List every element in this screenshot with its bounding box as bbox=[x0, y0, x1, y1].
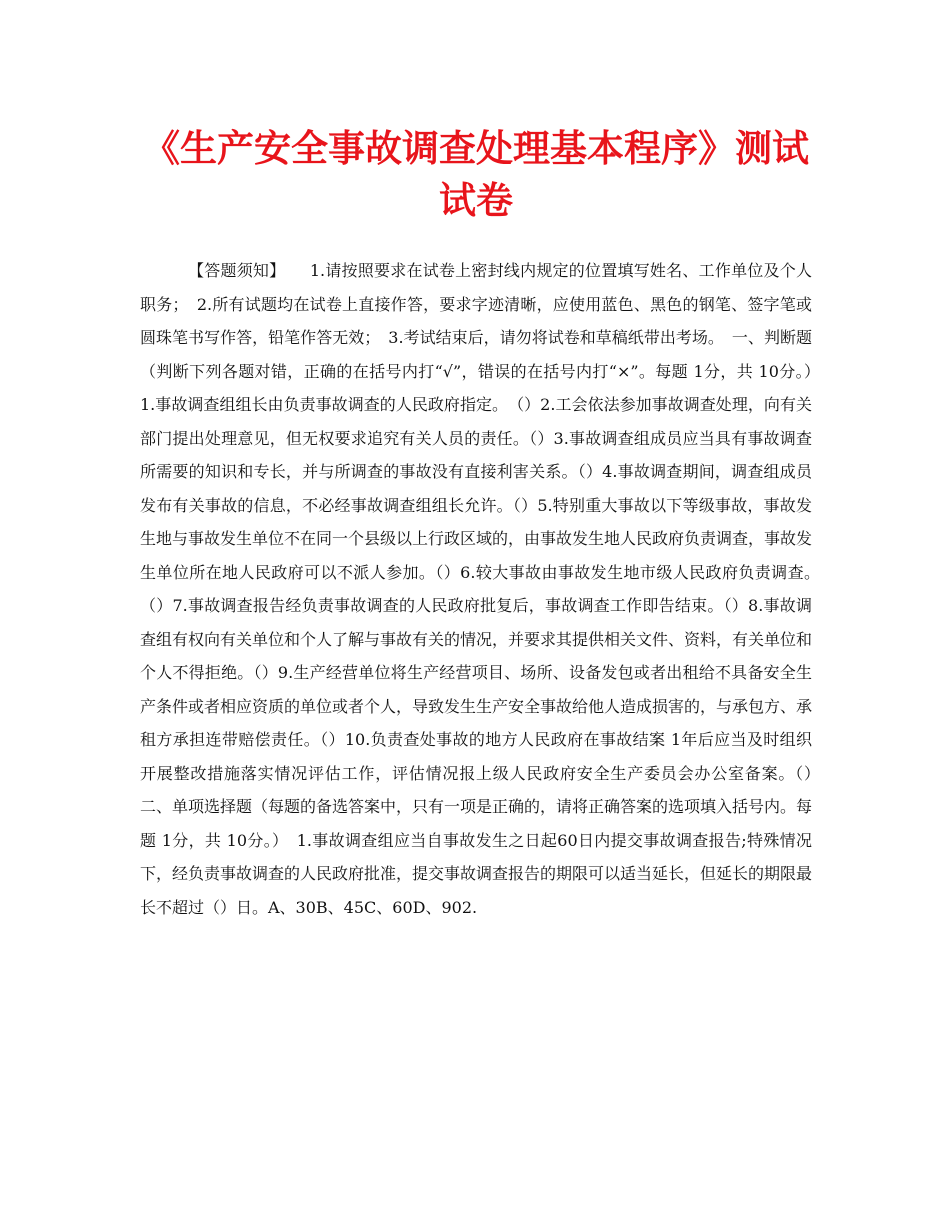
document-title: 《生产安全事故调查处理基本程序》测试试卷 bbox=[143, 126, 809, 222]
document-body: 【答题须知】 1.请按照要求在试卷上密封线内规定的位置填写姓名、工作单位及个人职务； 2.所有试题均在试卷上直接作答，要求字迹清晰，应使用蓝色、黑色的钢笔、签字笔或圆珠笔书写作答，铅笔作答无效； 3.考试结束后，请勿将试卷和草稿纸带出考场。 一、判断题（判断下列各题对错，正确的在括号内打“√”，错误的在括号内打“×”。每题 1分，共 10分。） 1.事故调查组组长由负责事故调查的人民政府指定。 （）2.工会依法参加事故调查处理，向有关部门提出处理意见，但无权要求追究有关人员的责任。（）3.事故调查组成员应当具有事故调查所需要的知识和专长，并与所调查的事故没有直接利害关系。（）4.事故调查期间，调查组成员发布有关事故的信息，不必经事故调查组组长允许。（）5.特别重大事故以下等级事故，事故发生地与事故发生单位不在同一个县级以上行政区域的，由事故发生地人民政府负责调查，事故发生单位所在地人民政府可以不派人参加。（）6.较大事故由事故发生地市级人民政府负责调查。 （）7.事故调查报告经负责事故调查的人民政府批复后，事故调查工作即告结束。（）8.事故调查组有权向有关单位和个人了解与事故有关的情况，并要求其提供相关文件、资料，有关单位和个人不得拒绝。（）9.生产经营单位将生产经营项目、场所、设备发包或者出租给不具备安全生产条件或者相应资质的单位或者个人，导致发生生产安全事故给他人造成损害的，与承包方、承租方承担连带赔偿责任。（）10.负责查处事故的地方人民政府在事故结案 1年后应当及时组织开展整改措施落实情况评估工作，评估情况报上级人民政府安全生产委员会办公室备案。（） 二、单项选择题（每题的备选答案中，只有一项是正确的，请将正确答案的选项填入括号内。每题 1分，共 10分。） 1.事故调查组应当自事故发生之日起60日内提交事故调查报告;特殊情况下，经负责事故调查的人民政府批准，提交事故调查报告的期限可以适当延长，但延长的期限最长不超过（）日。A、30B、45C、60D、902. bbox=[140, 261, 829, 917]
